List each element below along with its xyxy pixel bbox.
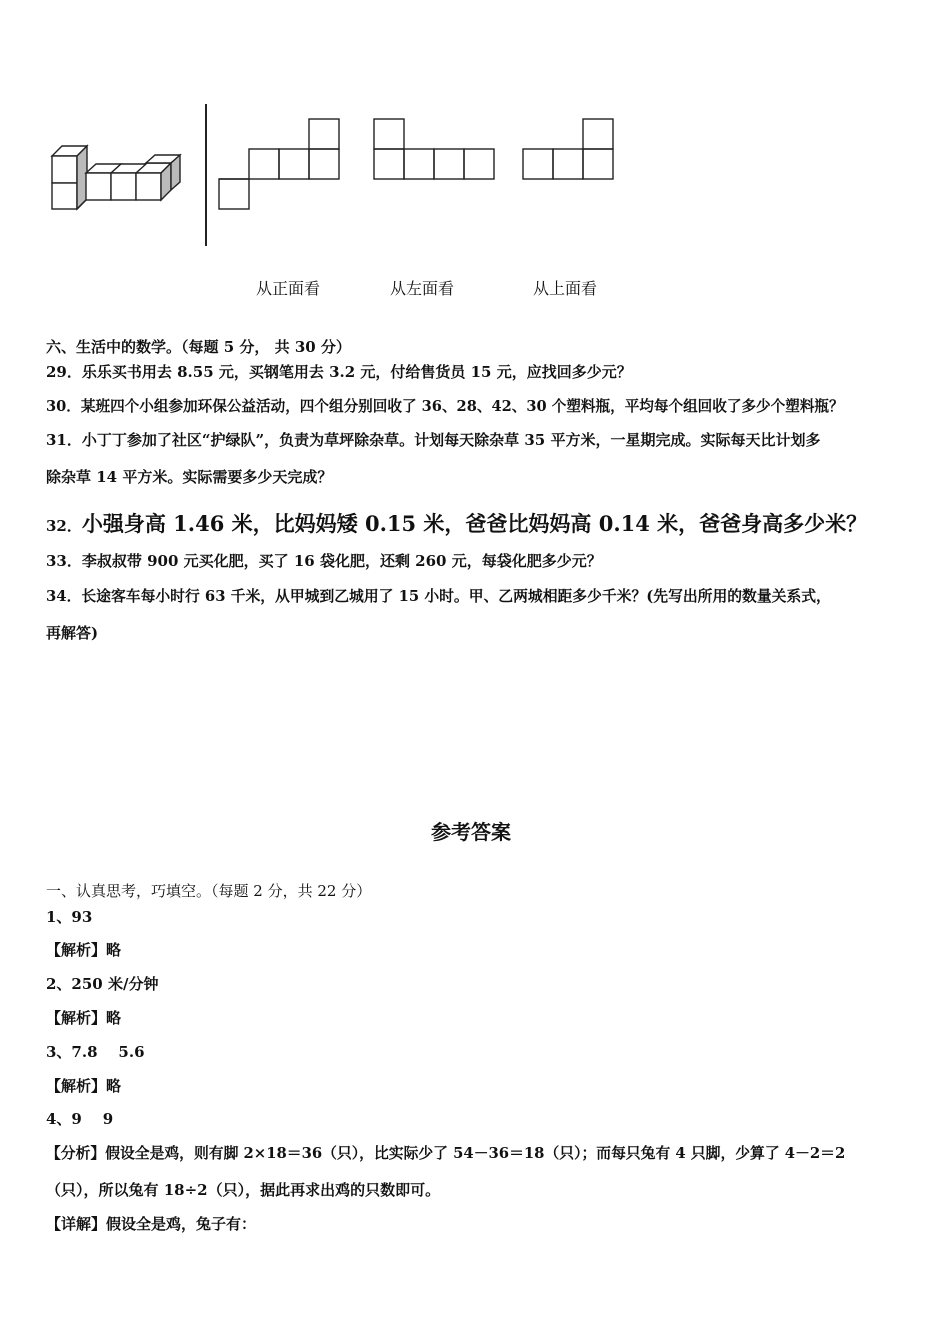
answer-2: 2、250 米/分钟 (46, 975, 159, 993)
answers-heading: 一、认真思考，巧填空。（每题 2 分，共 22 分） (46, 882, 372, 900)
cube-stack-3d (52, 146, 180, 209)
question-33: 33．李叔叔带 900 元买化肥，买了 16 袋化肥，还剩 260 元，每袋化肥多少元？ (46, 552, 602, 570)
front-view-grid (219, 119, 339, 209)
answers-title: 参考答案 (431, 820, 511, 844)
answer-4: 4、9 9 (46, 1110, 114, 1128)
answer-3-note: 【解析】略 (46, 1077, 122, 1095)
answer-4-detail: 【详解】假设全是鸡，兔子有： (46, 1215, 257, 1233)
front-view-caption: 从正面看 (256, 279, 321, 298)
section6-heading: 六、生活中的数学。（每题 5 分， 共 30 分） (46, 338, 351, 356)
question-31-line2: 除杂草 14 平方米。实际需要多少天完成？ (46, 468, 333, 486)
question-32 (46, 508, 867, 538)
answer-1-note: 【解析】略 (46, 941, 122, 959)
answer-4-analysis-line2: （只），所以兔有 18÷2（只），据此再求出鸡的只数即可。 (46, 1181, 441, 1199)
question-34-line2: 再解答) (46, 624, 99, 642)
left-view-caption: 从左面看 (390, 279, 455, 298)
answer-3: 3、7.8 5.6 (46, 1043, 145, 1061)
question-32-text: 小强身高 1.46 米，比妈妈矮 0.15 米，爸爸比妈妈高 0.14 米，爸爸身高多少米？ (81, 511, 868, 536)
top-view-grid (523, 119, 613, 179)
question-31-line1: 31．小丁丁参加了社区“护绿队”，负责为草坪除杂草。计划每天除杂草 35 平方米，一星期完成。实际每天比计划多 (46, 431, 821, 449)
question-34-line1: 34．长途客车每小时行 63 千米，从甲城到乙城用了 15 小时。甲、乙两城相距多少千米？(先写出所用的数量关系式， (46, 588, 831, 605)
answer-4-analysis-line1: 【分析】假设全是鸡，则有脚 2×18＝36（只），比实际少了 54－36＝18（只）；而每只兔有 4 只脚，少算了 4－2＝2 (46, 1145, 846, 1162)
left-view-grid (374, 119, 494, 179)
top-view-caption: 从上面看 (533, 279, 598, 298)
question-30: 30．某班四个小组参加环保公益活动，四个组分别回收了 36、28、42、30 个塑料瓶，平均每个组回收了多少个塑料瓶？ (46, 398, 844, 415)
answer-2-note: 【解析】略 (46, 1009, 122, 1027)
answer-1: 1、93 (46, 908, 93, 926)
cube-figure (0, 0, 950, 260)
question-29: 29．乐乐买书用去 8.55 元，买钢笔用去 3.2 元，付给售货员 15 元，应找回多少元？ (46, 363, 632, 381)
question-32-number: 32． (46, 517, 82, 535)
